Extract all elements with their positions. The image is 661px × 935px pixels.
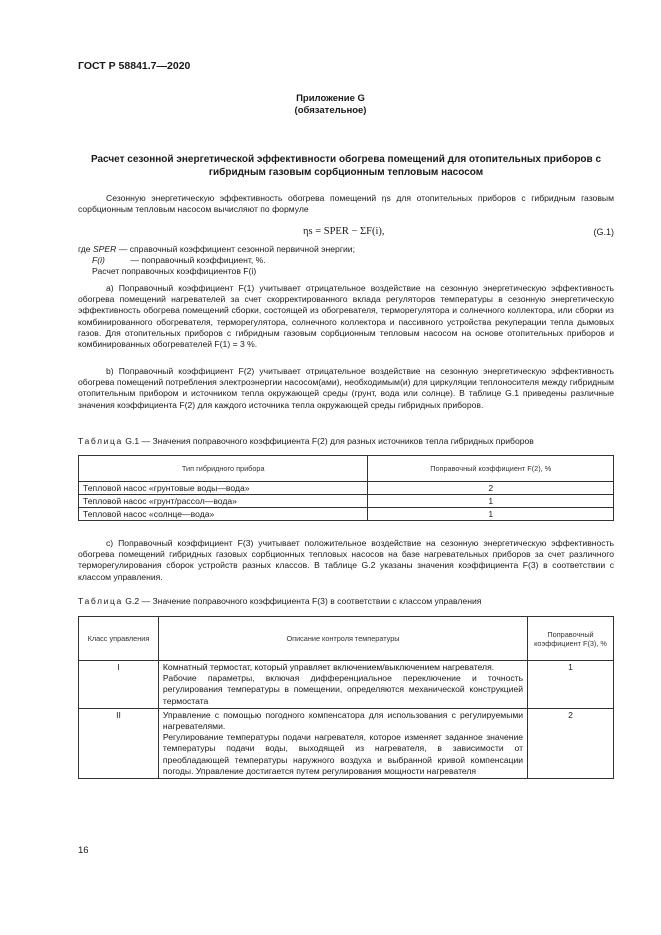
paragraph-b xyxy=(78,366,614,411)
formula-definitions xyxy=(78,244,614,278)
table-cell: 2 xyxy=(368,482,614,495)
definition-prefix: где xyxy=(78,244,93,254)
table-cell: Тепловой насос «грунт/рассол—вода» xyxy=(79,495,368,508)
annex-heading xyxy=(0,93,661,117)
description-cell xyxy=(158,708,527,778)
table-row xyxy=(79,708,614,778)
intro-paragraph xyxy=(78,193,614,215)
paragraph-c xyxy=(78,538,614,583)
formula-g1 xyxy=(78,226,614,240)
table-header-row xyxy=(79,456,614,482)
annex-title: Приложение G xyxy=(296,93,365,104)
definition-symbol: SPER xyxy=(92,244,117,254)
description-line: Управление с помощью погодного компенсатора для использования с регулируемыми нагревателями. xyxy=(162,709,524,732)
table2-caption-label: Таблица xyxy=(78,596,123,606)
table-header-cell: Класс управления xyxy=(79,617,159,661)
definition-text: — поправочный коэффициент, %. xyxy=(130,255,266,266)
table-header-cell: Поправочный коэффициент F(3), % xyxy=(528,617,614,661)
description-cell xyxy=(158,661,527,709)
annex-status: (обязательное) xyxy=(294,105,367,116)
table-header-cell: Описание контроля температуры xyxy=(158,617,527,661)
description-line: Комнатный термостат, который управляет включением/выключением нагревателя. xyxy=(162,662,495,672)
table-row xyxy=(79,661,614,709)
intro-text: Сезонную энергетическую эффективность обогрева помещений ηs для отопительных приборов с гибридным газовым сорбционным тепловым насосом вычисляют по формуле xyxy=(78,193,614,215)
table-cell: 1 xyxy=(368,495,614,508)
table-header-row xyxy=(79,617,614,661)
table-row xyxy=(79,508,614,521)
definition-row xyxy=(78,255,614,266)
formula-number: (G.1) xyxy=(593,227,614,237)
table2-caption xyxy=(78,596,614,607)
table-g1 xyxy=(78,455,614,521)
definition-row xyxy=(78,244,614,255)
table-cell: Тепловой насос «солнце—вода» xyxy=(79,508,368,521)
table-row xyxy=(79,482,614,495)
table1-caption-text: G.1 — Значения поправочного коэффициента F(2) для разных источников тепла гибридных приборов xyxy=(122,436,534,446)
value-cell: 1 xyxy=(528,661,614,709)
description-line: Регулирование температуры подачи нагревателя, которое изменяет заданное значение температуры подачи воды, выходящей из нагревателя, в зависимости от преобладающей температуры наружного воздуха и выбранной кривой компенсации погоды. Управление достигается путем регулирования мощности нагревателя xyxy=(162,732,524,776)
class-cell: II xyxy=(79,708,159,778)
table-header-cell: Тип гибридного прибора xyxy=(79,456,368,482)
paragraph-c-text: c) Поправочный коэффициент F(3) учитывает положительное воздействие на сезонную энергетическую эффективность обогрева помещений гибридных газовых сорбционных тепловых насосов на базе нагревательных приборов за счет различного терморегулирования сборок устройств разных классов. В таблице G.2 указаны значения коэффициента F(3) в соответствии с классом управления. xyxy=(78,538,614,582)
formula-expression: ηs = SPER − ΣF(i), xyxy=(303,226,385,237)
paragraph-b-text: b) Поправочный коэффициент F(2) учитывает отрицательное воздействие на сезонную энергетическую эффективность обогрева помещений потребления электроэнергии насосом(ами), необходимым(и) для циркуляции теплоносителя между гибридным отопительным прибором и источником тепла окружающей среды (грунт, вода или солнце). В таблице G.1 приведены различные значения коэффициента F(2) для каждого источника тепла окружающей среды гибридных приборов. xyxy=(78,366,614,410)
class-cell: I xyxy=(79,661,159,709)
table1-caption xyxy=(78,436,614,447)
table-cell: 1 xyxy=(368,508,614,521)
section-title: Расчет сезонной энергетической эффективности обогрева помещений для отопительных приборов с гибридным газовым сорбционным тепловым насосом xyxy=(90,154,602,178)
definition-text: — справочный коэффициент сезонной первичной энергии; xyxy=(118,244,355,254)
page-number: 16 xyxy=(78,845,89,856)
table2-caption-text: G.2 — Значение поправочного коэффициента F(3) в соответствии с классом управления xyxy=(122,596,482,606)
table-row xyxy=(79,495,614,508)
paragraph-a-text: a) Поправочный коэффициент F(1) учитывает отрицательное воздействие на сезонную энергетическую эффективность обогрева помещений нагревателей за счет скорректированного вклада регуляторов температуры в сезонную энергетическую эффективность обогрева помещений сборки, состоящей из обогревателя, терморегулятора и солнечного коллектора, или сборки из комбинированного обогревателя, терморегулятора, солнечного коллектора и пассивного устройства рекуперации тепла дымовых газов. Для отопительных приборов с гибридным газовым сорбционным тепловым насосом на основе отопительных приборов и комбинированных обогревателей F(1) = 3 %. xyxy=(78,283,614,350)
table-header-cell: Поправочный коэффициент F(2), % xyxy=(368,456,614,482)
calc-heading: Расчет поправочных коэффициентов F(i) xyxy=(92,266,257,277)
description-line: Рабочие параметры, включая дифференциальное переключение и точность регулирования температуры в помещении, определяются механической конструкцией термостата xyxy=(162,673,524,706)
value-cell: 2 xyxy=(528,708,614,778)
table-cell: Тепловой насос «грунтовые воды—вода» xyxy=(79,482,368,495)
table-g2 xyxy=(78,616,614,779)
table1-caption-label: Таблица xyxy=(78,436,123,446)
paragraph-a xyxy=(78,283,614,350)
definition-symbol: F(i) xyxy=(92,255,105,266)
standard-header: ГОСТ Р 58841.7—2020 xyxy=(78,60,191,72)
